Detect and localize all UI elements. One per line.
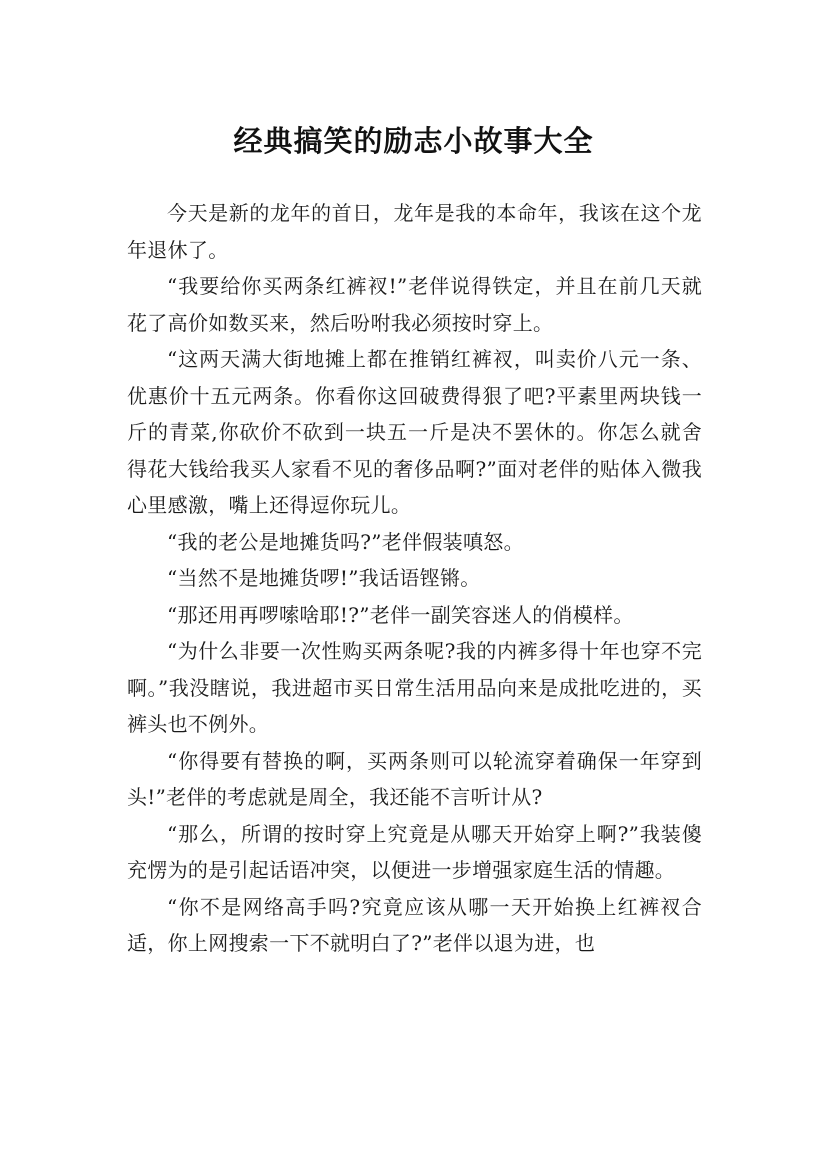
paragraph-9: “那么，所谓的按时穿上究竟是从哪天开始穿上啊?”我装傻充愣为的是引起话语冲突，以便进一步增强家庭生活的情趣。 — [127, 821, 702, 882]
paragraph-6: “那还用再啰嗦啥耶!?”老伴一副笑容迷人的俏模样。 — [167, 602, 634, 627]
paragraph-8: “你得要有替换的啊，买两条则可以轮流穿着确保一年穿到头!”老伴的考虑就是周全，我还能不言听计从? — [127, 748, 702, 809]
paragraph-1: 今天是新的龙年的首日，龙年是我的本命年，我该在这个龙年退休了。 — [127, 201, 702, 262]
paragraph-5: “当然不是地摊货啰!”我话语铿锵。 — [167, 566, 481, 590]
paragraph-3: “这两天满大街地摊上都在推销红裤衩，叫卖价八元一条、优惠价十五元两条。你看你这回破费得狠了吧?平素里两块钱一斤的青菜,你砍价不砍到一块五一斤是决不罢休的。你怎么就舍得花大钱给我买人家看不见的奢侈品啊?”面对老伴的贴体入微我心里感激，嘴上还得逗你玩儿。 — [127, 347, 702, 517]
paragraph-10: “你不是网络高手吗?究竟应该从哪一天开始换上红裤衩合适，你上网搜索一下不就明白了?”老伴以退为进，也 — [127, 894, 702, 955]
paragraph-4: “我的老公是地摊货吗?”老伴假装嗔怒。 — [167, 529, 524, 554]
paragraph-2: “我要给你买两条红裤衩!”老伴说得铁定，并且在前几天就花了高价如数买来，然后吩咐我必须按时穿上。 — [127, 274, 702, 335]
paragraph-7: “为什么非要一次性购买两条呢?我的内裤多得十年也穿不完啊。”我没瞎说，我进超市买日常生活用品向来是成批吃进的，买裤头也不例外。 — [127, 639, 702, 736]
page-title: 经典搞笑的励志小故事大全 — [233, 124, 594, 159]
article-body — [127, 195, 702, 962]
